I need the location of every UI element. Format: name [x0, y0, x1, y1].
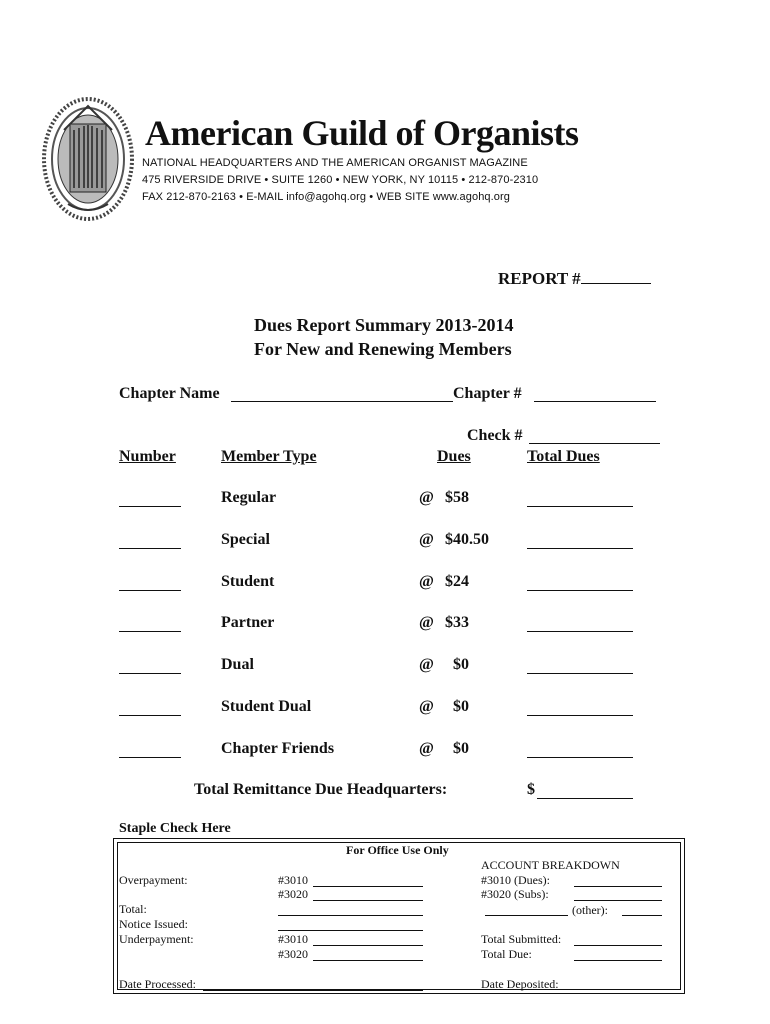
chapter-name-blank[interactable] [231, 401, 453, 402]
overpayment-3010-label: #3010 [278, 873, 308, 887]
dues-amount: $0 [453, 740, 469, 757]
dues-row [0, 489, 770, 519]
report-number-blank[interactable] [581, 268, 651, 284]
dues-row [0, 573, 770, 603]
letterhead-line-1: NATIONAL HEADQUARTERS AND THE AMERICAN ORGANIST MAGAZINE [142, 157, 528, 169]
total-dues-blank[interactable] [527, 631, 633, 632]
number-blank[interactable] [119, 506, 181, 507]
total-label: Total: [119, 902, 147, 916]
dues-row [0, 614, 770, 644]
dues-3010-blank[interactable] [574, 886, 662, 887]
dues-amount: $58 [445, 489, 469, 506]
at-symbol: @ [419, 698, 434, 715]
letterhead-line-2: 475 RIVERSIDE DRIVE • SUITE 1260 • NEW YORK, NY 10115 • 212-870-2310 [142, 174, 539, 186]
other-amount-blank[interactable] [622, 915, 662, 916]
dues-amount: $24 [445, 573, 469, 590]
number-blank[interactable] [119, 590, 181, 591]
number-blank[interactable] [119, 548, 181, 549]
other-account-blank[interactable] [485, 915, 568, 916]
total-dues-blank[interactable] [527, 548, 633, 549]
chapter-number-blank[interactable] [534, 401, 656, 402]
form-title: Dues Report Summary 2013-2014 [254, 315, 514, 335]
member-type-label: Dual [221, 656, 254, 673]
number-blank[interactable] [119, 631, 181, 632]
header-number: Number [119, 448, 176, 465]
overpayment-3010-blank[interactable] [313, 886, 423, 887]
dues-row [0, 531, 770, 561]
date-processed-label: Date Processed: [119, 977, 196, 991]
total-dues-blank[interactable] [527, 757, 633, 758]
account-breakdown-heading: ACCOUNT BREAKDOWN [481, 858, 620, 872]
form-subtitle: For New and Renewing Members [254, 339, 512, 359]
total-dues-blank[interactable] [527, 590, 633, 591]
number-blank[interactable] [119, 715, 181, 716]
total-dues-blank[interactable] [527, 715, 633, 716]
dollar-sign: $ [527, 781, 535, 798]
total-dues-blank[interactable] [527, 673, 633, 674]
subs-3020-label: #3020 (Subs): [481, 887, 549, 901]
chapter-name-label: Chapter Name [119, 385, 220, 402]
header-dues: Dues [437, 448, 471, 465]
at-symbol: @ [419, 740, 434, 757]
total-due-blank[interactable] [574, 960, 662, 961]
member-type-label: Special [221, 531, 270, 548]
dues-3010-label: #3010 (Dues): [481, 873, 550, 887]
total-due-label: Total Due: [481, 947, 532, 961]
office-use-title: For Office Use Only [346, 843, 449, 857]
dues-amount: $0 [453, 698, 469, 715]
other-label: (other): [572, 903, 608, 917]
total-dues-blank[interactable] [527, 506, 633, 507]
overpayment-3020-label: #3020 [278, 887, 308, 901]
member-type-label: Regular [221, 489, 277, 506]
member-type-label: Student [221, 573, 275, 590]
overpayment-3020-blank[interactable] [313, 900, 423, 901]
check-number-blank[interactable] [529, 443, 660, 444]
underpayment-3020-blank[interactable] [313, 960, 423, 961]
notice-issued-blank[interactable] [278, 930, 423, 931]
underpayment-3010-blank[interactable] [313, 945, 423, 946]
number-blank[interactable] [119, 757, 181, 758]
at-symbol: @ [419, 489, 434, 506]
notice-issued-label: Notice Issued: [119, 917, 188, 931]
member-type-label: Student Dual [221, 698, 312, 715]
dues-row [0, 656, 770, 686]
total-submitted-blank[interactable] [574, 945, 662, 946]
date-processed-blank[interactable] [203, 990, 423, 991]
total-remittance-label: Total Remittance Due Headquarters: [194, 781, 448, 798]
underpayment-3020-label: #3020 [278, 947, 308, 961]
report-number-label: REPORT # [498, 269, 581, 288]
at-symbol: @ [419, 531, 434, 548]
member-type-label: Chapter Friends [221, 740, 335, 757]
header-member-type: Member Type [221, 448, 317, 465]
subs-3020-blank[interactable] [574, 900, 662, 901]
member-type-label: Partner [221, 614, 275, 631]
total-blank[interactable] [278, 915, 423, 916]
ago-seal-logo [40, 94, 136, 224]
organization-name: American Guild of Organists [145, 113, 579, 153]
staple-check-label: Staple Check Here [119, 821, 231, 836]
dues-row [0, 698, 770, 728]
underpayment-3010-label: #3010 [278, 932, 308, 946]
overpayment-label: Overpayment: [119, 873, 188, 887]
at-symbol: @ [419, 573, 434, 590]
total-submitted-label: Total Submitted: [481, 932, 562, 946]
dues-amount: $40.50 [445, 531, 489, 548]
at-symbol: @ [419, 656, 434, 673]
dues-amount: $0 [453, 656, 469, 673]
number-blank[interactable] [119, 673, 181, 674]
letterhead-line-3: FAX 212-870-2163 • E-MAIL info@agohq.org • WEB SITE www.agohq.org [142, 191, 510, 203]
check-number-label: Check # [467, 427, 523, 444]
dues-amount: $33 [445, 614, 469, 631]
date-deposited-label: Date Deposited: [481, 977, 559, 991]
at-symbol: @ [419, 614, 434, 631]
underpayment-label: Underpayment: [119, 932, 194, 946]
total-remittance-blank[interactable] [537, 798, 633, 799]
dues-row [0, 740, 770, 770]
report-number-field [498, 268, 651, 289]
chapter-number-label: Chapter # [453, 385, 522, 402]
header-total-dues: Total Dues [527, 448, 600, 465]
